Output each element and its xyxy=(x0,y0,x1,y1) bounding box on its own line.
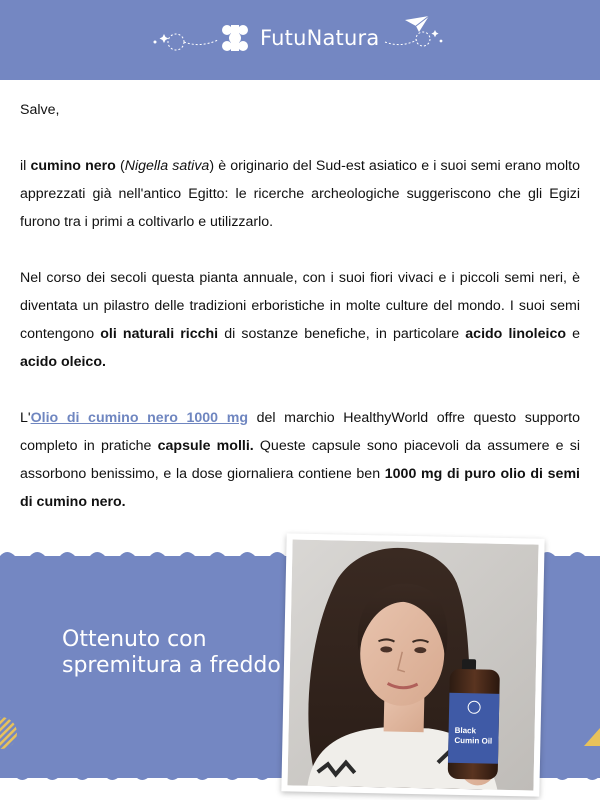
bold-text: capsule molli. xyxy=(157,438,254,454)
italic-text: Nigella sativa xyxy=(124,158,210,174)
paragraph-origin xyxy=(20,152,580,236)
bold-text: acido linoleico xyxy=(465,326,566,342)
text-span: di sostanze benefiche, in particolare xyxy=(218,326,466,342)
greeting: Salve, xyxy=(20,102,60,118)
brand[interactable] xyxy=(218,20,379,56)
bold-text: acido oleico. xyxy=(20,354,106,370)
text-span: del marchio HealthyWorld offre questo supporto completo in pratiche xyxy=(20,410,580,454)
product-photo xyxy=(287,539,538,790)
text-span: ) è originario del Sud-est asiatico e i suoi semi erano molto apprezzati già nell'antico Egitto: le ricerche archeologiche suggeriscono che gli Egizi furono tra i primi a coltivarlo e utilizzarlo. xyxy=(20,158,580,230)
bottle-label-line2: Cumin Oil xyxy=(454,735,493,746)
brand-name: FutuNatura xyxy=(260,26,380,50)
triangle-decoration xyxy=(584,728,600,746)
molecule-logo-icon xyxy=(218,21,252,55)
paragraph-product xyxy=(20,404,580,516)
striped-circle-decoration xyxy=(0,716,18,750)
promo-title: Ottenuto con spremitura a freddo xyxy=(62,627,281,678)
bold-text: oli naturali ricchi xyxy=(100,326,219,342)
text-span: Nel corso dei secoli questa pianta annuale, con i suoi fiori vivaci e i piccoli semi neri, è diventata un pilastro delle tradizioni erboristiche in molte culture del mondo. I suoi semi contengono xyxy=(20,270,580,342)
paper-plane-icon xyxy=(383,14,453,54)
bold-text: cumino nero xyxy=(30,158,116,174)
header-wave-divider xyxy=(0,66,600,82)
text-span: ( xyxy=(115,158,125,174)
bold-text: 1000 mg di puro olio di semi di cumino nero. xyxy=(20,466,580,510)
bottle-label-line1: Black xyxy=(454,725,477,736)
text-span: e xyxy=(566,326,580,342)
dotted-stars-icon xyxy=(150,26,220,54)
text-span: L' xyxy=(20,410,31,426)
email-body xyxy=(20,96,580,544)
text-span: il xyxy=(20,158,31,174)
product-photo-frame xyxy=(281,533,544,796)
product-link[interactable]: Olio di cumino nero 1000 mg xyxy=(30,410,248,426)
paragraph-history xyxy=(20,264,580,376)
text-span: Queste capsule sono piacevoli da assumere e si assorbono benissimo, e la dose giornaliera contiene ben xyxy=(20,438,581,482)
